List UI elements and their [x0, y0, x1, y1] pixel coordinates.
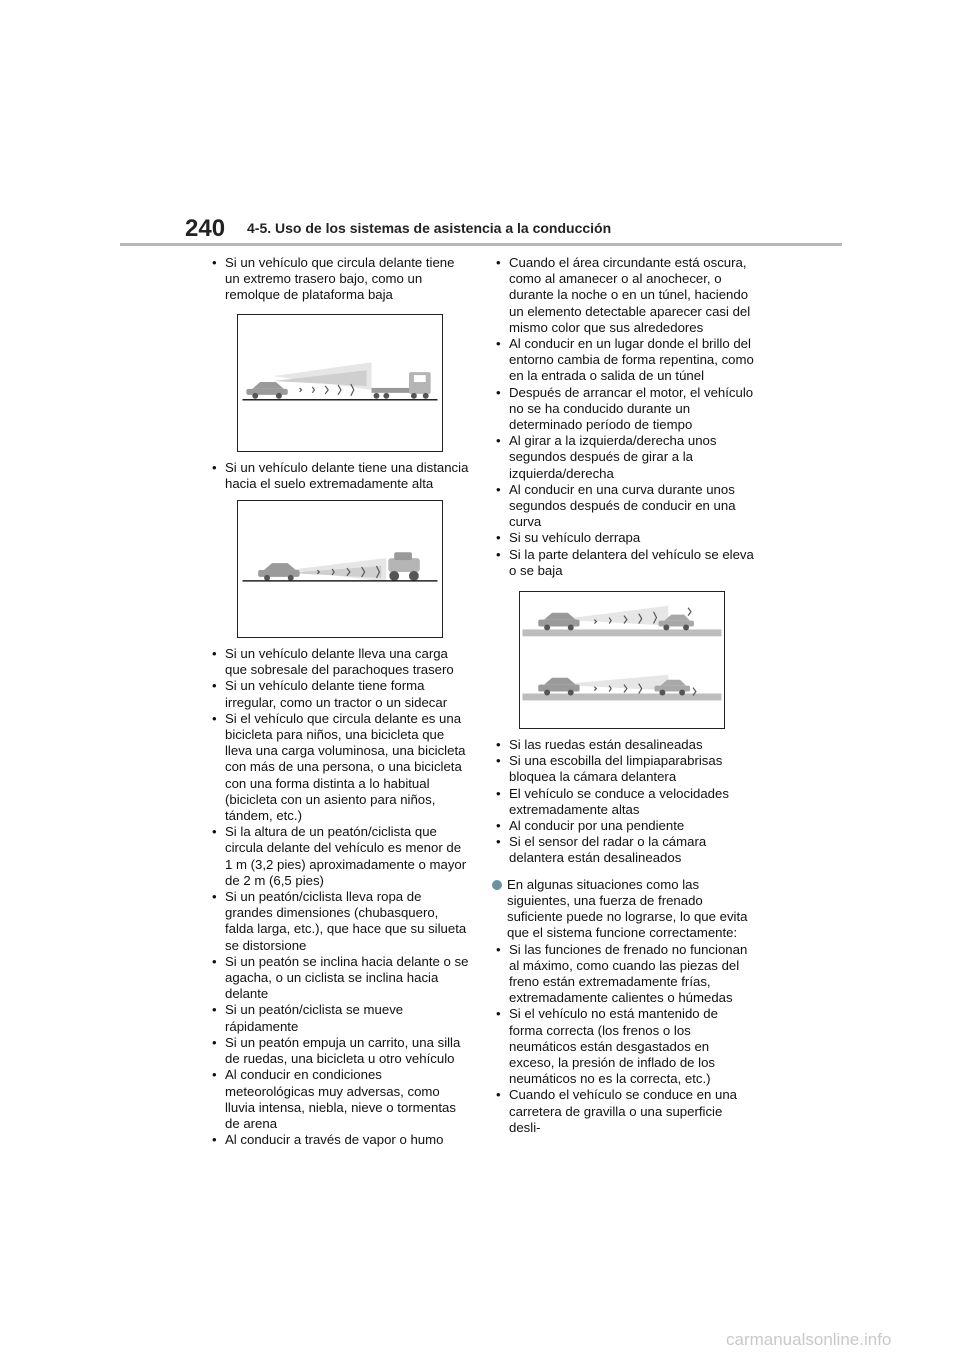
- right-column: [492, 255, 754, 1136]
- list-item: • Si un peatón/ciclista se mueve rápidamente: [208, 1002, 470, 1034]
- list-item: • Si un peatón se inclina hacia delante o se agacha, o un ciclista se inclina hacia delante: [208, 954, 470, 1003]
- list-item: • Si las ruedas están desalineadas: [492, 737, 754, 753]
- list-item: • Si su vehículo derrapa: [492, 530, 754, 546]
- bullet-list: [492, 255, 754, 579]
- high-clearance-vehicle-figure: [237, 500, 443, 638]
- list-item: • Cuando el área circundante está oscura, como al amanecer o al anochecer, o durante la noche o en un túnel, haciendo un elemento detectable aparecer casi del mismo color que sus alrededores: [492, 255, 754, 336]
- list-item: • Si la parte delantera del vehículo se eleva o se baja: [492, 547, 754, 579]
- list-item: • Al conducir a través de vapor o humo: [208, 1132, 470, 1148]
- vehicle-pitch-figure: [519, 591, 725, 729]
- section-title: 4-5. Uso de los sistemas de asistencia a la conducción: [247, 220, 612, 236]
- list-item: • Si el vehículo no está mantenido de forma correcta (los frenos o los neumáticos están desgastados en exceso, la presión de inflado de los neumáticos no es la correcta, etc.): [492, 1006, 754, 1087]
- list-item: • Si una escobilla del limpiaparabrisas bloquea la cámara delantera: [492, 753, 754, 785]
- low-rear-trailer-figure: [237, 314, 443, 452]
- list-item: • Si las funciones de frenado no funcionan al máximo, como cuando las piezas del freno están extremadamente frías, extremadamente calientes o húmedas: [492, 942, 754, 1007]
- list-item: • Al girar a la izquierda/derecha unos segundos después de girar a la izquierda/derecha: [492, 433, 754, 482]
- list-item: • Al conducir por una pendiente: [492, 818, 754, 834]
- list-item: • Si un peatón empuja un carrito, una silla de ruedas, una bicicleta u otro vehículo: [208, 1035, 470, 1067]
- list-item: • Al conducir en una curva durante unos segundos después de conducir en una curva: [492, 482, 754, 531]
- bullet-list: [492, 737, 754, 867]
- list-item: • El vehículo se conduce a velocidades extremadamente altas: [492, 786, 754, 818]
- list-item: • Si la altura de un peatón/ciclista que circula delante del vehículo es menor de 1 m (3,2 pies) aproximadamente o mayor de 2 m (6,5 pies): [208, 824, 470, 889]
- bullet-list: [492, 942, 754, 1136]
- list-item: • Al conducir en condiciones meteorológicas muy adversas, como lluvia intensa, niebla, nieve o tormentas de arena: [208, 1067, 470, 1132]
- list-item: • Después de arrancar el motor, el vehículo no se ha conducido durante un determinado período de tiempo: [492, 385, 754, 434]
- bullet-list: [208, 255, 470, 304]
- note-paragraph: [492, 877, 754, 942]
- list-item: • Si un vehículo delante tiene forma irregular, como un tractor o un sidecar: [208, 678, 470, 710]
- note-text: En algunas situaciones como las siguientes, una fuerza de frenado suficiente puede no lograrse, lo que evita que el sistema funcione correctamente:: [507, 876, 748, 941]
- list-item: • Si un peatón/ciclista lleva ropa de grandes dimensiones (chubasquero, falda larga, etc.), que hace que su silueta se distorsione: [208, 889, 470, 954]
- list-item: • Si un vehículo delante tiene una distancia hacia el suelo extremadamente alta: [208, 460, 470, 492]
- bullet-list: [208, 646, 470, 1148]
- bullet-list: [208, 460, 470, 492]
- watermark: carmanualsonline.info: [726, 1330, 892, 1349]
- list-item: • Si el sensor del radar o la cámara delantera están desalineados: [492, 834, 754, 866]
- page-number: 240: [185, 215, 226, 242]
- list-item: • Si un vehículo que circula delante tiene un extremo trasero bajo, como un remolque de plataforma baja: [208, 255, 470, 304]
- bullet-dot-icon: [492, 880, 502, 890]
- header-divider: [120, 243, 842, 246]
- left-column: [208, 255, 470, 1148]
- list-item: • Al conducir en un lugar donde el brillo del entorno cambia de forma repentina, como en la entrada o salida de un túnel: [492, 336, 754, 385]
- list-item: • Si el vehículo que circula delante es una bicicleta para niños, una bicicleta que lleva una carga voluminosa, una bicicleta con más de una persona, o una bicicleta con una forma distinta a lo habitual (bicicleta con un asiento para niños, tándem, etc.): [208, 711, 470, 824]
- list-item: • Si un vehículo delante lleva una carga que sobresale del parachoques trasero: [208, 646, 470, 678]
- list-item: • Cuando el vehículo se conduce en una carretera de gravilla o una superficie desli-: [492, 1087, 754, 1136]
